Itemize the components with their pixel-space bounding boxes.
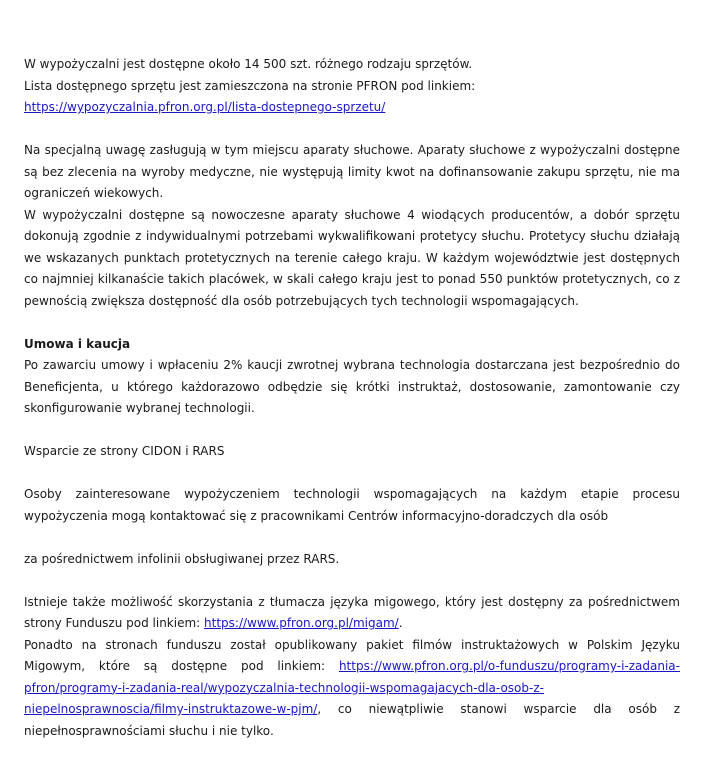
support-paragraph-continuation: za pośrednictwem infolinii obsługiwanej przez RARS.: [24, 551, 340, 566]
intro-link-line: [24, 97, 680, 119]
migam-link[interactable]: https://www.pfron.org.pl/migam/: [204, 616, 399, 630]
equipment-list-link[interactable]: https://wypozyczalnia.pfron.org.pl/lista-dostepnego-sprzetu/: [24, 100, 386, 114]
spacer: [24, 420, 680, 442]
intro-line-2: Lista dostępnego sprzętu jest zamieszczona na stronie PFRON pod linkiem:: [24, 78, 476, 93]
contract-paragraph: Po zawarciu umowy i wpłaceniu 2% kaucji zwrotnej wybrana technologia dostarczana jest bezpośrednio do Beneficjenta, u którego każdorazowo odbędzie się krótki instruktaż, dostosowanie, zamontowanie czy skonfigurowanie wybranej technologii.: [24, 358, 680, 415]
spacer: [24, 570, 680, 592]
document-body: [24, 54, 680, 742]
sign-language-paragraph: Istnieje także możliwość skorzystania z tłumacza języka migowego, który jest dostępny za pośrednictwem strony Funduszu pod linkiem: https://www.pfron.org.pl/migam/.: [24, 594, 680, 630]
spacer: [24, 312, 680, 334]
spacer: [24, 527, 680, 549]
intro-line-1: W wypożyczalni jest dostępne około 14 500 szt. różnego rodzaju sprzętów.: [24, 57, 473, 71]
spacer: [24, 463, 680, 485]
contract-heading: Umowa i kaucja: [24, 336, 131, 351]
films-link[interactable]: https://www.pfron.org.pl/o-funduszu/programy-i-zadania-pfron/programy-i-zadania-real/wypozyczalnia-technologii-wspomagajacych-dla-osob-z-niepelnosprawnoscia/filmy-instruktazowe-w-pjm/: [24, 659, 680, 716]
films-paragraph: Ponadto na stronach funduszu został opublikowany pakiet filmów instruktażowych w Polskim Języku Migowym, które są dostępne pod linkiem: https://www.pfron.org.pl/o-funduszu/programy-i-zadania-pfron/programy-i-zadania-real/wypozyczalnia-technologii-wspomagajacych-dla-osob-z-niepelnosprawnoscia/filmy-instruktazowe-w-pjm/, co niewątpliwie stanowi wsparcie dla osób z niepełnosprawnościami słuchu i nie tylko.: [24, 637, 680, 738]
spacer: [24, 119, 680, 141]
hearing-aids-paragraph-1: Na specjalną uwagę zasługują w tym miejscu aparaty słuchowe. Aparaty słuchowe z wypożyczalni dostępne są bez zlecenia na wyroby medyczne, nie występują limity kwot na dofinansowanie zakupu sprzętu, nie ma ograniczeń wiekowych.: [24, 143, 680, 200]
support-heading: Wsparcie ze strony CIDON i RARS: [24, 444, 225, 458]
hearing-aids-paragraph-2: W wypożyczalni dostępne są nowoczesne aparaty słuchowe 4 wiodących producentów, a dobór sprzętu dokonują zgodnie z indywidualnymi potrzebami wykwalifikowani protetycy słuchu. Protetycy słuchu działają we wskazanych punktach protetycznych na terenie całego kraju. W każdym województwie jest dostępnych co najmniej kilkanaście takich placówek, w skali całego kraju jest to ponad 550 punktów protetycznych, co z pewnością zwiększa dostępność dla osób potrzebujących tych technologii wspomagających.: [24, 207, 680, 308]
support-paragraph: Osoby zainteresowane wypożyczeniem technologii wspomagających na każdym etapie procesu wypożyczenia mogą kontaktować się z pracownikami Centrów informacyjno-doradczych dla osób: [24, 487, 680, 523]
